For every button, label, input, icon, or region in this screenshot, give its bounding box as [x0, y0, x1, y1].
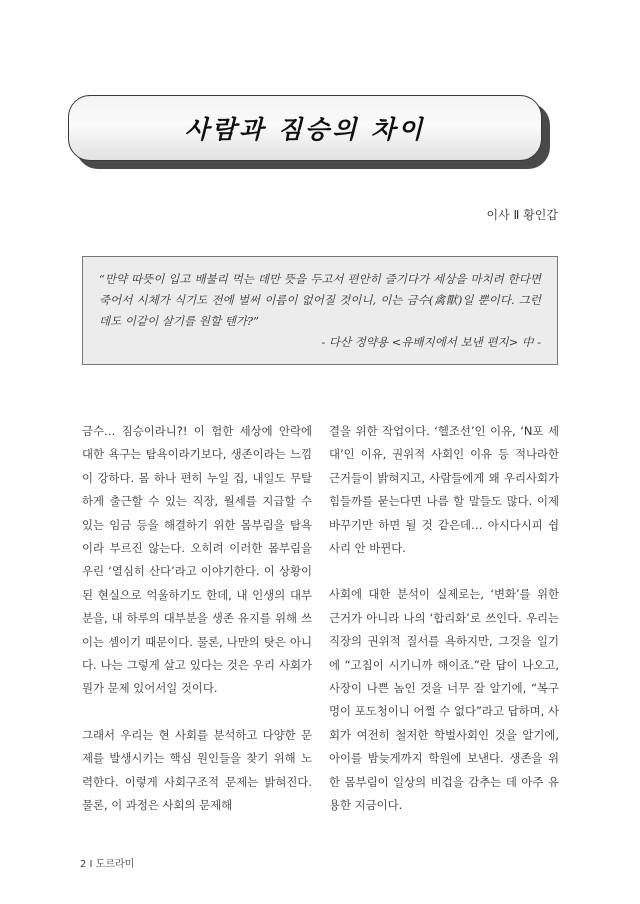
body-paragraph: 결을 위한 작업이다. ‘헬조선’인 이유, ‘N포 세대’인 이유, 권위적 사회인 이유 등 적나라한 근거들이 밝혀지고, 사람들에게 왜 우리사회가 힘들까를 묻는다면 나름 할 말들도 많다. 이제 바꾸기만 하면 될 것 같은데… 아시다시피 쉽사리 안 바뀐다. [329, 424, 559, 556]
author-line: 이사 Ⅱ 황인갑 [486, 208, 558, 222]
epigraph-box [82, 256, 558, 365]
epigraph-text: “만약 따뜻이 입고 배불리 먹는 데만 뜻을 두고서 편안히 즐기다가 세상을 마치려 한다면 죽어서 시체가 식기도 전에 벌써 이름이 없어질 것이니, 이는 금수(禽獸)일 뿐이다. 그런데도 이같이 살기를 원할 텐가?” [99, 272, 541, 328]
body-column-right [329, 420, 559, 841]
title-banner-box [68, 95, 542, 161]
epigraph-source: - 다산 정약용 <유배지에서 보낸 편지> 中 - [321, 335, 541, 349]
title-banner [68, 95, 550, 169]
body-paragraph: 사회에 대한 분석이 실제로는, ‘변화’를 위한 근거가 아니라 나의 ‘합리화’로 쓰인다. 우리는 직장의 권위적 질서를 욕하지만, 그것을 일기에 “고칩이 시기니까 해이죠.”란 답이 나오고, 사장이 나쁜 놈인 것을 너무 잘 알기에, “복구멍이 포도청이니 어쩔 수 없다”라고 답하며, 사회가 여전히 철저한 학벌사회인 것을 알기에, 아이를 밤늦게까지 학원에 보낸다. 생존을 위한 몸부림이 일상의 비겁을 감추는 데 아주 유용한 지금이다. [329, 587, 559, 813]
body-paragraph: 금수… 짐승이라니?! 이 험한 세상에 안락에 대한 욕구는 탐욕이라기보다, 생존이라는 느낌이 강하다. 몸 하나 편히 누일 집, 내일도 무탈하게 출근할 수 있는 직장, 월세를 지급할 수 있는 임금 등을 해결하기 위한 몸부림을 탐욕이라 부르진 않는다. 오히려 이러한 몸부림을 우린 ‘열심히 산다’라고 이야기한다. 이 상황이 된 현실으로 억울하기도 한데, 내 인생의 대부분을, 내 하루의 대부분을 생존 유지를 위해 쓰이는 셈이기 때문이다. 물론, 나만의 탓은 아니다. 나는 그렇게 살고 있다는 것은 우리 사회가 뭔가 문제 있어서일 것이다. [82, 424, 312, 696]
body-column-left [82, 420, 312, 841]
body-paragraph: 그래서 우리는 현 사회를 분석하고 다양한 문제를 발생시키는 핵심 원인들을 찾기 위해 노력한다. 이렇게 사회구조적 문제는 밝혀진다. 물론, 이 과정은 사회의 문제해 [82, 727, 312, 813]
page-footer: 2 Ⅰ 도르라미 [80, 859, 135, 870]
article-title: 사람과 짐승의 차이 [184, 115, 426, 144]
